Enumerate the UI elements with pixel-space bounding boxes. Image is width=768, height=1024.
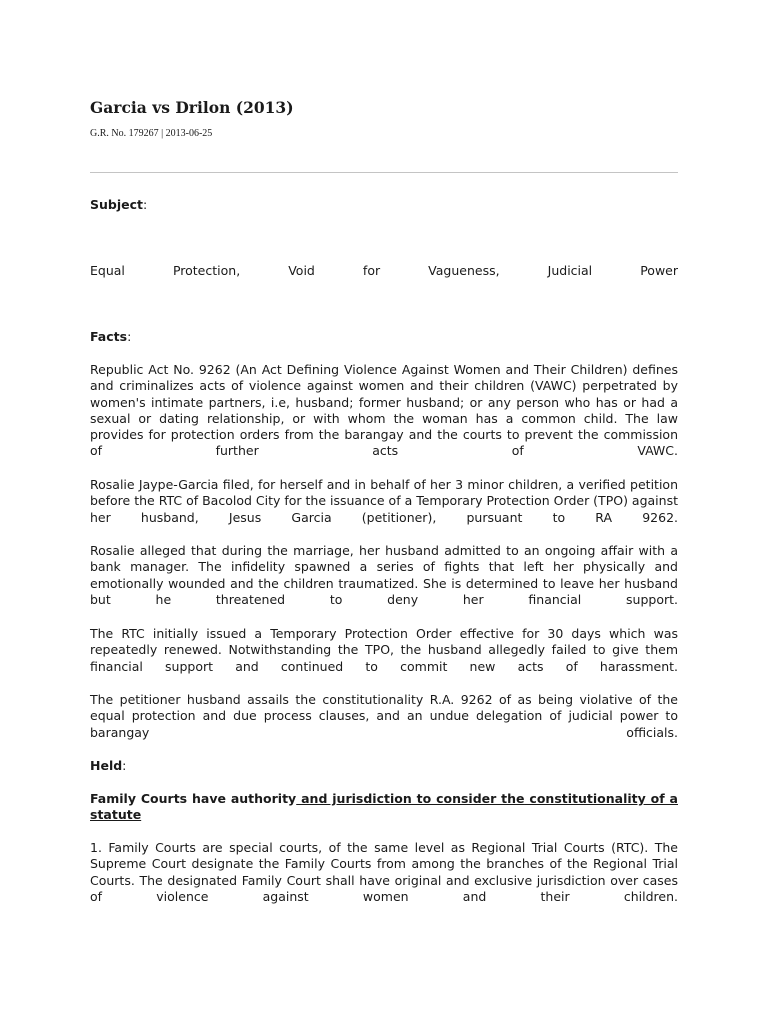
facts-paragraph-1: Republic Act No. 9262 (An Act Defining Violence Against Women and Their Children) defines and criminalizes acts of violence against women and their children (VAWC) perpetrated by women's intimate partners, i.e, husband; former husband; or any person who has or had a sexual or dating relationship, or with whom the woman has a common child. The law provides for protection orders from the barangay and the courts to prevent the commission of further acts of VAWC.: [90, 362, 678, 459]
facts-label: Facts: [90, 329, 128, 344]
subject-heading: [90, 197, 147, 213]
held-issue-part-3: constitutionality of a statute: [90, 791, 678, 823]
facts-heading: [90, 329, 131, 345]
held-paragraph-1: 1. Family Courts are special courts, of the same level as Regional Trial Courts (RTC). The Supreme Court designate the Family Courts from among the branches of the Regional Trial Courts. The designated Family Court shall have original and exclusive jurisdiction over cases of violence against women and their children.: [90, 840, 678, 904]
facts-paragraph-3: Rosalie alleged that during the marriage, her husband admitted to an ongoing affair with a bank manager. The infidelity spawned a series of fights that left her physically and emotionally wounded and the children traumatized. She is determined to leave her husband but he threatened to deny her financial support.: [90, 543, 678, 607]
held-issue-part-1: Family Courts have authority: [90, 791, 297, 806]
subject-text: Equal Protection, Void for Vagueness, Judicial Power: [90, 263, 678, 278]
held-colon: :: [122, 758, 127, 773]
held-heading: [90, 758, 126, 774]
subject-label: Subject: [90, 197, 143, 212]
facts-paragraph-2: Rosalie Jaype-Garcia filed, for herself and in behalf of her 3 minor children, a verified petition before the RTC of Bacolod City for the issuance of a Temporary Protection Order (TPO) against her husband, Jesus Garcia (petitioner), pursuant to RA 9262.: [90, 477, 678, 525]
case-meta: G.R. No. 179267 | 2013-06-25: [90, 128, 213, 139]
held-issue-part-2: and jurisdiction to consider the: [296, 791, 525, 806]
subject-colon: :: [143, 197, 148, 212]
held-label: Held: [90, 758, 123, 773]
divider: [90, 172, 678, 173]
facts-paragraph-5: The petitioner husband assails the constitutionality R.A. 9262 of as being violative of the equal protection and due process clauses, and an undue delegation of judicial power to barangay officials.: [90, 692, 678, 740]
facts-paragraph-4: The RTC initially issued a Temporary Protection Order effective for 30 days which was repeatedly renewed. Notwithstanding the TPO, the husband allegedly failed to give them financial support and continued to commit new acts of harassment.: [90, 626, 678, 674]
document-title: Garcia vs Drilon (2013): [90, 98, 294, 117]
facts-colon: :: [127, 329, 132, 344]
held-issue: [90, 791, 678, 824]
